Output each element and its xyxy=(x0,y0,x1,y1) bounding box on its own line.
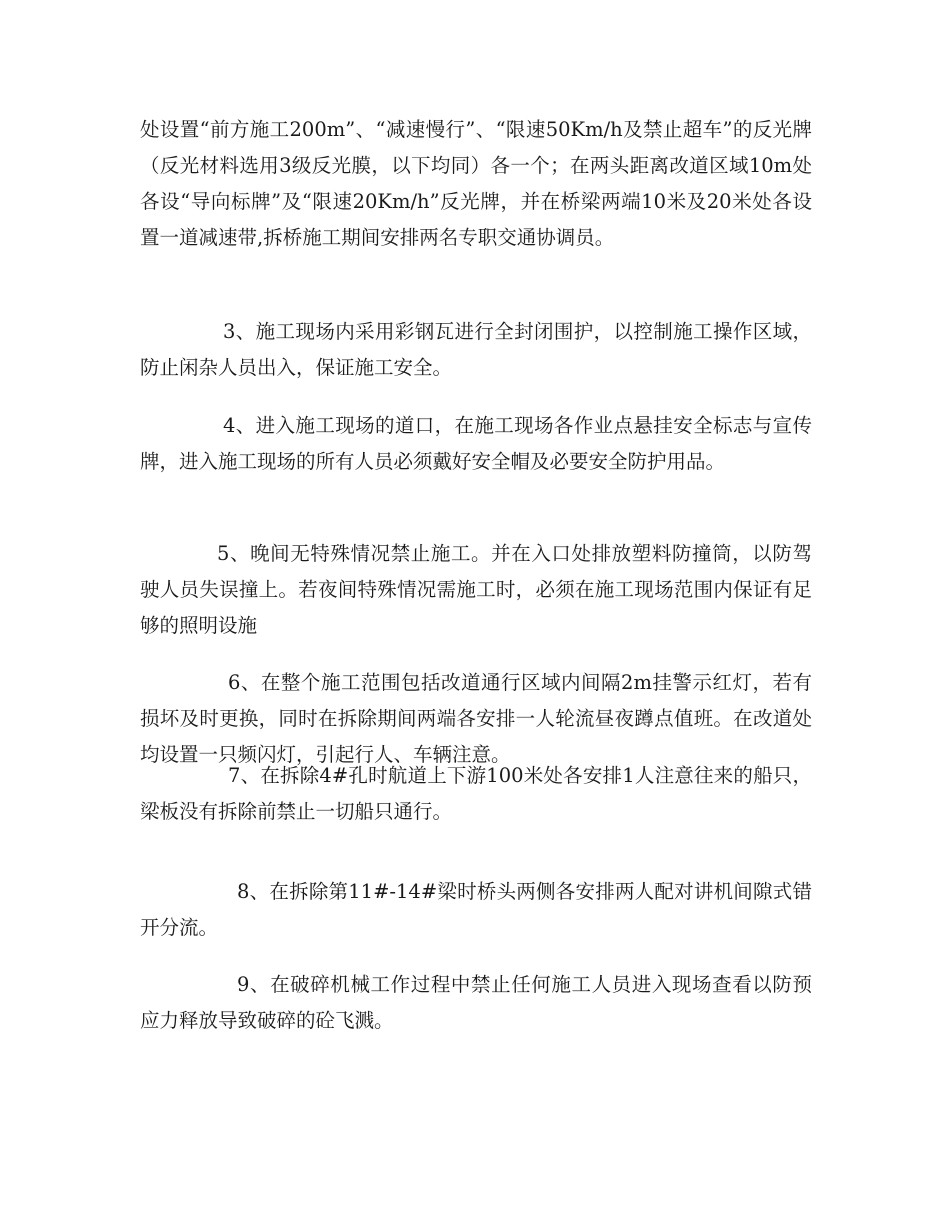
paragraph-continued: 处设置“前方施工200m”、“减速慢行”、“限速50Km/h及禁止超车”的反光牌（反光材料选用3级反光膜，以下均同）各一个；在两头距离改道区域10m处各设“导向标牌”及“限速20Km/h”反光牌，并在桥梁两端10米及20米处各设置一道减速带,拆桥施工期间安排两名专职交通协调员。 xyxy=(140,118,812,249)
paragraph-item-5: 5、晚间无特殊情况禁止施工。并在入口处排放塑料防撞筒，以防驾驶人员失误撞上。若夜间特殊情况需施工时，必须在施工现场范围内保证有足够的照明设施 xyxy=(140,542,812,637)
paragraph-item-9: 9、在破碎机械工作过程中禁止任何施工人员进入现场查看以防预应力释放导致破碎的砼飞溅。 xyxy=(140,973,812,1032)
paragraph-item-3: 3、施工现场内采用彩钢瓦进行全封闭围护，以控制施工操作区域，防止闲杂人员出入，保证施工安全。 xyxy=(140,320,812,379)
paragraph-item-6: 6、在整个施工范围包括改道通行区域内间隔2m挂警示红灯，若有损坏及时更换，同时在拆除期间两端各安排一人轮流昼夜蹲点值班。在改道处均设置一只频闪灯，引起行人、车辆注意。 xyxy=(140,671,812,766)
paragraph-item-7: 7、在拆除4#孔时航道上下游100米处各安排1人注意往来的船只，梁板没有拆除前禁止一切船只通行。 xyxy=(140,764,812,823)
paragraph-item-8: 8、在拆除第11#-14#梁时桥头两侧各安排两人配对讲机间隙式错开分流。 xyxy=(140,880,812,939)
paragraph-item-4: 4、进入施工现场的道口，在施工现场各作业点悬挂安全标志与宣传牌，进入施工现场的所有人员必须戴好安全帽及必要安全防护用品。 xyxy=(140,414,812,473)
